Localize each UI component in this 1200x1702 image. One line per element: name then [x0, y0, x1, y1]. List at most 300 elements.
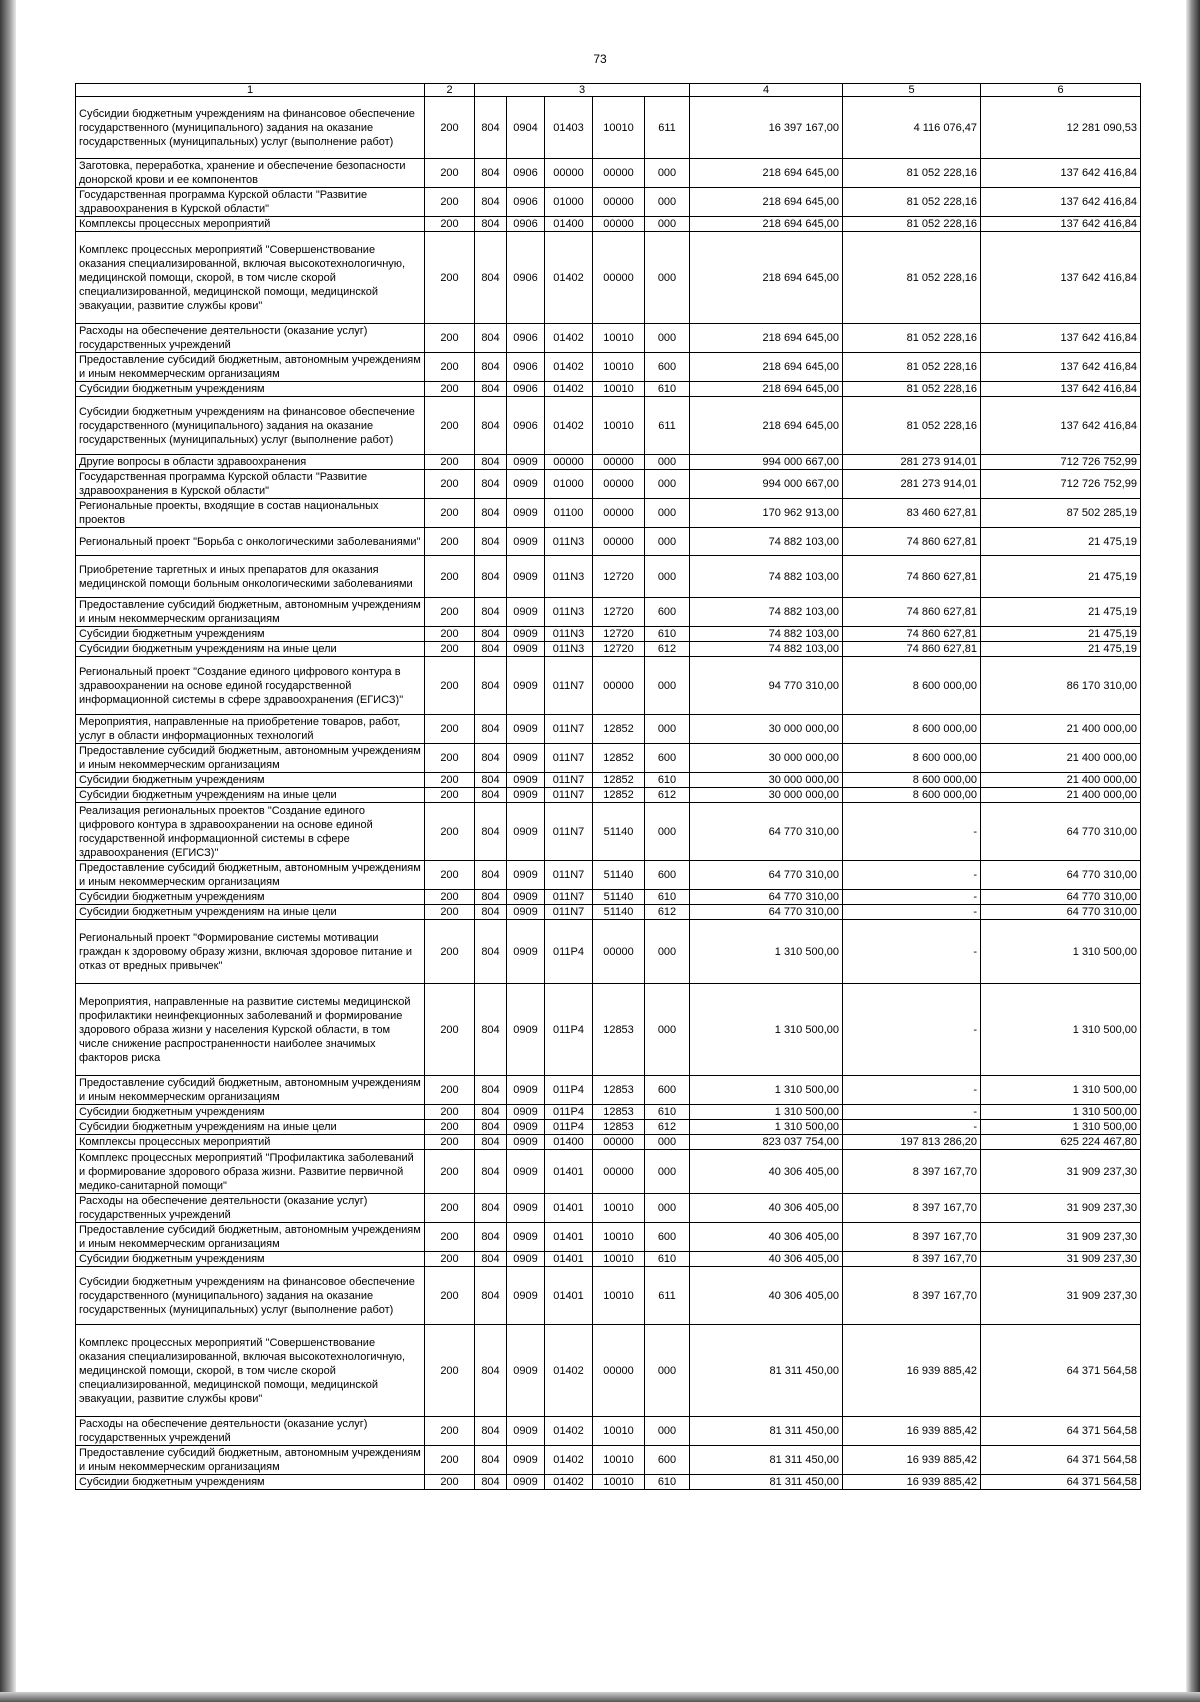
- table-row: [76, 773, 1141, 788]
- row-v4-cell: 74 882 103,00: [690, 556, 843, 598]
- row-c4-cell: 011N3: [545, 642, 593, 657]
- row-c6-cell: 610: [645, 1105, 690, 1120]
- row-c2-cell: 804: [475, 382, 507, 397]
- table-row: [76, 984, 1141, 1076]
- row-c6-cell: 000: [645, 1325, 690, 1417]
- row-c5-cell: 12720: [593, 627, 645, 642]
- row-c5-cell: 10010: [593, 324, 645, 353]
- table-row: [76, 890, 1141, 905]
- row-v4-cell: 74 882 103,00: [690, 642, 843, 657]
- row-name-cell: Государственная программа Курской области "Развитие здравоохранения в Курской области": [76, 188, 425, 217]
- row-c6-cell: 000: [645, 324, 690, 353]
- row-v4-cell: 40 306 405,00: [690, 1252, 843, 1267]
- row-c3-cell: 0909: [507, 657, 545, 715]
- row-c5-cell: 00000: [593, 528, 645, 556]
- row-c6-cell: 612: [645, 642, 690, 657]
- row-c1-cell: 200: [425, 1325, 475, 1417]
- row-c1-cell: 200: [425, 1475, 475, 1490]
- row-c2-cell: 804: [475, 1446, 507, 1475]
- row-c5-cell: 10010: [593, 1267, 645, 1325]
- header-col-6: 6: [981, 84, 1141, 97]
- row-c1-cell: 200: [425, 1252, 475, 1267]
- row-c6-cell: 000: [645, 188, 690, 217]
- row-c4-cell: 01400: [545, 217, 593, 232]
- table-header-row: [76, 84, 1141, 97]
- row-v6-cell: 21 475,19: [981, 598, 1141, 627]
- row-c2-cell: 804: [475, 803, 507, 861]
- row-c6-cell: 612: [645, 905, 690, 920]
- row-c4-cell: 01402: [545, 382, 593, 397]
- row-v4-cell: 94 770 310,00: [690, 657, 843, 715]
- row-v4-cell: 218 694 645,00: [690, 382, 843, 397]
- row-name-cell: Комплекс процессных мероприятий "Профилактика заболеваний и формирование здорового образа жизни. Развитие первичной медико-санитарной помощи": [76, 1150, 425, 1194]
- row-c6-cell: 600: [645, 1446, 690, 1475]
- row-v5-cell: -: [843, 984, 981, 1076]
- row-v6-cell: 137 642 416,84: [981, 232, 1141, 324]
- row-c6-cell: 000: [645, 556, 690, 598]
- row-name-cell: Комплексы процессных мероприятий: [76, 1135, 425, 1150]
- row-c5-cell: 10010: [593, 1223, 645, 1252]
- row-c1-cell: 200: [425, 382, 475, 397]
- row-v5-cell: 16 939 885,42: [843, 1446, 981, 1475]
- row-c3-cell: 0909: [507, 1417, 545, 1446]
- header-col-2: 2: [425, 84, 475, 97]
- row-c3-cell: 0904: [507, 97, 545, 159]
- row-c1-cell: 200: [425, 1417, 475, 1446]
- row-c4-cell: 01000: [545, 470, 593, 499]
- row-v6-cell: 21 400 000,00: [981, 773, 1141, 788]
- row-v5-cell: 74 860 627,81: [843, 598, 981, 627]
- row-c2-cell: 804: [475, 188, 507, 217]
- table-row: [76, 1105, 1141, 1120]
- table-row: [76, 803, 1141, 861]
- row-c5-cell: 10010: [593, 1194, 645, 1223]
- row-c2-cell: 804: [475, 1267, 507, 1325]
- row-name-cell: Предоставление субсидий бюджетным, автономным учреждениям и иным некоммерческим организациям: [76, 1223, 425, 1252]
- row-c6-cell: 600: [645, 353, 690, 382]
- row-c1-cell: 200: [425, 744, 475, 773]
- row-c2-cell: 804: [475, 715, 507, 744]
- row-c5-cell: 10010: [593, 1417, 645, 1446]
- row-c6-cell: 611: [645, 97, 690, 159]
- row-c1-cell: 200: [425, 920, 475, 984]
- row-c5-cell: 12853: [593, 1105, 645, 1120]
- row-v5-cell: -: [843, 920, 981, 984]
- row-v4-cell: 218 694 645,00: [690, 324, 843, 353]
- table-row: [76, 905, 1141, 920]
- row-name-cell: Комплекс процессных мероприятий "Совершенствование оказания специализированной, включая высокотехнологичную, медицинской помощи, скорой, в том числе скорой специализированной, медицинской помощи, медицинской эвакуации, развитие службы крови": [76, 1325, 425, 1417]
- row-c1-cell: 200: [425, 1194, 475, 1223]
- row-v6-cell: 21 475,19: [981, 528, 1141, 556]
- row-v5-cell: 81 052 228,16: [843, 232, 981, 324]
- row-c2-cell: 804: [475, 324, 507, 353]
- row-name-cell: Комплекс процессных мероприятий "Совершенствование оказания специализированной, включая высокотехнологичную, медицинской помощи, скорой, в том числе скорой специализированной, медицинской помощи, медицинской эвакуации, развитие службы крови": [76, 232, 425, 324]
- row-name-cell: Субсидии бюджетным учреждениям на иные цели: [76, 905, 425, 920]
- row-v4-cell: 74 882 103,00: [690, 627, 843, 642]
- row-v6-cell: 21 475,19: [981, 627, 1141, 642]
- row-c3-cell: 0909: [507, 499, 545, 528]
- row-c6-cell: 611: [645, 1267, 690, 1325]
- row-c1-cell: 200: [425, 598, 475, 627]
- row-c4-cell: 011N3: [545, 528, 593, 556]
- row-v6-cell: 1 310 500,00: [981, 1105, 1141, 1120]
- row-v6-cell: 64 371 564,58: [981, 1417, 1141, 1446]
- row-v5-cell: 8 600 000,00: [843, 657, 981, 715]
- row-c6-cell: 000: [645, 217, 690, 232]
- row-v4-cell: 218 694 645,00: [690, 188, 843, 217]
- row-c2-cell: 804: [475, 1325, 507, 1417]
- row-c2-cell: 804: [475, 556, 507, 598]
- row-v4-cell: 30 000 000,00: [690, 715, 843, 744]
- row-c3-cell: 0909: [507, 1076, 545, 1105]
- row-c6-cell: 600: [645, 744, 690, 773]
- row-v4-cell: 218 694 645,00: [690, 232, 843, 324]
- row-c6-cell: 600: [645, 598, 690, 627]
- row-c3-cell: 0909: [507, 455, 545, 470]
- row-c5-cell: 00000: [593, 499, 645, 528]
- row-v5-cell: 81 052 228,16: [843, 217, 981, 232]
- row-v5-cell: 4 116 076,47: [843, 97, 981, 159]
- row-c1-cell: 200: [425, 324, 475, 353]
- row-c6-cell: 000: [645, 159, 690, 188]
- row-v5-cell: 83 460 627,81: [843, 499, 981, 528]
- row-c4-cell: 01402: [545, 1446, 593, 1475]
- row-c1-cell: 200: [425, 159, 475, 188]
- row-c6-cell: 000: [645, 455, 690, 470]
- row-v6-cell: 31 909 237,30: [981, 1150, 1141, 1194]
- row-v6-cell: 137 642 416,84: [981, 397, 1141, 455]
- row-name-cell: Субсидии бюджетным учреждениям: [76, 773, 425, 788]
- row-v4-cell: 64 770 310,00: [690, 803, 843, 861]
- row-name-cell: Предоставление субсидий бюджетным, автономным учреждениям и иным некоммерческим организациям: [76, 598, 425, 627]
- row-c3-cell: 0909: [507, 890, 545, 905]
- row-name-cell: Предоставление субсидий бюджетным, автономным учреждениям и иным некоммерческим организациям: [76, 1076, 425, 1105]
- table-row: [76, 657, 1141, 715]
- row-c2-cell: 804: [475, 744, 507, 773]
- row-c6-cell: 000: [645, 803, 690, 861]
- row-c2-cell: 804: [475, 905, 507, 920]
- row-c5-cell: 12852: [593, 788, 645, 803]
- row-c1-cell: 200: [425, 217, 475, 232]
- row-c2-cell: 804: [475, 159, 507, 188]
- row-c3-cell: 0909: [507, 773, 545, 788]
- table-row: [76, 455, 1141, 470]
- table-row: [76, 188, 1141, 217]
- row-v5-cell: 8 600 000,00: [843, 788, 981, 803]
- header-col-1: 1: [76, 84, 425, 97]
- row-c4-cell: 00000: [545, 455, 593, 470]
- row-c5-cell: 12852: [593, 715, 645, 744]
- row-c2-cell: 804: [475, 1135, 507, 1150]
- row-c3-cell: 0906: [507, 397, 545, 455]
- row-v6-cell: 137 642 416,84: [981, 324, 1141, 353]
- row-c2-cell: 804: [475, 397, 507, 455]
- table-row: [76, 397, 1141, 455]
- row-c5-cell: 12720: [593, 598, 645, 627]
- row-v6-cell: 1 310 500,00: [981, 1076, 1141, 1105]
- row-c3-cell: 0906: [507, 232, 545, 324]
- row-c1-cell: 200: [425, 715, 475, 744]
- row-c4-cell: 01401: [545, 1194, 593, 1223]
- row-c2-cell: 804: [475, 598, 507, 627]
- row-c2-cell: 804: [475, 890, 507, 905]
- table-row: [76, 217, 1141, 232]
- row-v5-cell: -: [843, 803, 981, 861]
- row-c3-cell: 0906: [507, 324, 545, 353]
- table-row: [76, 1446, 1141, 1475]
- row-c3-cell: 0906: [507, 188, 545, 217]
- row-c6-cell: 000: [645, 528, 690, 556]
- row-c1-cell: 200: [425, 232, 475, 324]
- table-row: [76, 744, 1141, 773]
- row-c6-cell: 000: [645, 1150, 690, 1194]
- row-v4-cell: 823 037 754,00: [690, 1135, 843, 1150]
- row-c5-cell: 00000: [593, 1135, 645, 1150]
- row-v5-cell: 8 397 167,70: [843, 1223, 981, 1252]
- row-v4-cell: 30 000 000,00: [690, 773, 843, 788]
- row-c3-cell: 0906: [507, 353, 545, 382]
- row-c1-cell: 200: [425, 803, 475, 861]
- row-c2-cell: 804: [475, 528, 507, 556]
- row-c3-cell: 0909: [507, 1325, 545, 1417]
- row-c2-cell: 804: [475, 642, 507, 657]
- row-name-cell: Расходы на обеспечение деятельности (оказание услуг) государственных учреждений: [76, 1194, 425, 1223]
- row-c1-cell: 200: [425, 657, 475, 715]
- row-c2-cell: 804: [475, 773, 507, 788]
- row-c1-cell: 200: [425, 1076, 475, 1105]
- row-v4-cell: 218 694 645,00: [690, 159, 843, 188]
- row-c4-cell: 011N3: [545, 627, 593, 642]
- row-c4-cell: 01402: [545, 1325, 593, 1417]
- row-c2-cell: 804: [475, 627, 507, 642]
- row-name-cell: Мероприятия, направленные на приобретение товаров, работ, услуг в области информационных технологий: [76, 715, 425, 744]
- row-c3-cell: 0909: [507, 984, 545, 1076]
- row-name-cell: Комплексы процессных мероприятий: [76, 217, 425, 232]
- row-c2-cell: 804: [475, 232, 507, 324]
- row-c1-cell: 200: [425, 470, 475, 499]
- row-c6-cell: 000: [645, 499, 690, 528]
- row-c2-cell: 804: [475, 1105, 507, 1120]
- row-c1-cell: 200: [425, 499, 475, 528]
- row-v4-cell: 994 000 667,00: [690, 470, 843, 499]
- row-v6-cell: 137 642 416,84: [981, 353, 1141, 382]
- budget-table-body: [76, 84, 1141, 1490]
- row-c3-cell: 0909: [507, 1150, 545, 1194]
- table-row: [76, 353, 1141, 382]
- row-v6-cell: 625 224 467,80: [981, 1135, 1141, 1150]
- row-c5-cell: 51140: [593, 861, 645, 890]
- row-v6-cell: 21 400 000,00: [981, 715, 1141, 744]
- row-c2-cell: 804: [475, 499, 507, 528]
- row-v4-cell: 1 310 500,00: [690, 984, 843, 1076]
- row-v4-cell: 994 000 667,00: [690, 455, 843, 470]
- row-v4-cell: 30 000 000,00: [690, 744, 843, 773]
- row-v5-cell: 8 397 167,70: [843, 1194, 981, 1223]
- row-c1-cell: 200: [425, 861, 475, 890]
- row-v5-cell: -: [843, 1076, 981, 1105]
- table-row: [76, 528, 1141, 556]
- row-name-cell: Региональный проект "Создание единого цифрового контура в здравоохранении на основе единой государственной информационной системы в сфере здравоохранения (ЕГИСЗ)": [76, 657, 425, 715]
- row-v5-cell: 81 052 228,16: [843, 188, 981, 217]
- row-c4-cell: 01401: [545, 1252, 593, 1267]
- row-v5-cell: 74 860 627,81: [843, 528, 981, 556]
- row-c3-cell: 0909: [507, 1267, 545, 1325]
- row-v6-cell: 87 502 285,19: [981, 499, 1141, 528]
- row-v6-cell: 137 642 416,84: [981, 217, 1141, 232]
- row-c2-cell: 804: [475, 1076, 507, 1105]
- row-name-cell: Региональные проекты, входящие в состав национальных проектов: [76, 499, 425, 528]
- row-c1-cell: 200: [425, 397, 475, 455]
- row-v6-cell: 12 281 090,53: [981, 97, 1141, 159]
- row-c3-cell: 0909: [507, 788, 545, 803]
- row-v5-cell: 8 397 167,70: [843, 1267, 981, 1325]
- table-row: [76, 627, 1141, 642]
- row-c5-cell: 12853: [593, 1076, 645, 1105]
- row-c6-cell: 000: [645, 984, 690, 1076]
- page-number: 73: [593, 52, 607, 66]
- row-name-cell: Субсидии бюджетным учреждениям: [76, 890, 425, 905]
- row-c6-cell: 000: [645, 232, 690, 324]
- row-c5-cell: 00000: [593, 455, 645, 470]
- row-c6-cell: 610: [645, 382, 690, 397]
- row-c3-cell: 0909: [507, 528, 545, 556]
- row-v4-cell: 16 397 167,00: [690, 97, 843, 159]
- row-v6-cell: 31 909 237,30: [981, 1267, 1141, 1325]
- row-c4-cell: 01402: [545, 397, 593, 455]
- row-v6-cell: 21 475,19: [981, 556, 1141, 598]
- row-c1-cell: 200: [425, 1135, 475, 1150]
- header-col-5: 5: [843, 84, 981, 97]
- row-c2-cell: 804: [475, 353, 507, 382]
- row-v6-cell: 712 726 752,99: [981, 470, 1141, 499]
- row-v6-cell: 31 909 237,30: [981, 1223, 1141, 1252]
- row-c3-cell: 0909: [507, 598, 545, 627]
- scan-shadow-bottom: [0, 1692, 1200, 1702]
- scan-shadow-left: [0, 0, 16, 1702]
- row-c4-cell: 011P4: [545, 1105, 593, 1120]
- row-name-cell: Субсидии бюджетным учреждениям: [76, 382, 425, 397]
- table-row: [76, 1267, 1141, 1325]
- row-c1-cell: 200: [425, 188, 475, 217]
- row-v4-cell: 1 310 500,00: [690, 1120, 843, 1135]
- row-v4-cell: 81 311 450,00: [690, 1446, 843, 1475]
- row-c3-cell: 0909: [507, 642, 545, 657]
- row-v4-cell: 64 770 310,00: [690, 861, 843, 890]
- row-c6-cell: 000: [645, 470, 690, 499]
- row-c6-cell: 000: [645, 715, 690, 744]
- table-row: [76, 1325, 1141, 1417]
- row-c6-cell: 610: [645, 890, 690, 905]
- row-v6-cell: 31 909 237,30: [981, 1252, 1141, 1267]
- row-c6-cell: 612: [645, 788, 690, 803]
- row-c5-cell: 10010: [593, 382, 645, 397]
- row-v5-cell: 8 600 000,00: [843, 744, 981, 773]
- table-row: [76, 1252, 1141, 1267]
- row-c4-cell: 01402: [545, 1417, 593, 1446]
- table-row: [76, 159, 1141, 188]
- row-name-cell: Предоставление субсидий бюджетным, автономным учреждениям и иным некоммерческим организациям: [76, 861, 425, 890]
- row-v6-cell: 1 310 500,00: [981, 1120, 1141, 1135]
- row-c5-cell: 12852: [593, 773, 645, 788]
- row-v5-cell: 74 860 627,81: [843, 642, 981, 657]
- row-c4-cell: 011N7: [545, 788, 593, 803]
- row-c5-cell: 10010: [593, 353, 645, 382]
- row-c4-cell: 011P4: [545, 984, 593, 1076]
- row-v4-cell: 40 306 405,00: [690, 1150, 843, 1194]
- table-row: [76, 598, 1141, 627]
- row-c6-cell: 000: [645, 1417, 690, 1446]
- row-v4-cell: 218 694 645,00: [690, 397, 843, 455]
- table-row: [76, 1475, 1141, 1490]
- row-c2-cell: 804: [475, 1475, 507, 1490]
- row-v6-cell: 1 310 500,00: [981, 984, 1141, 1076]
- table-row: [76, 382, 1141, 397]
- row-c6-cell: 610: [645, 1475, 690, 1490]
- row-name-cell: Реализация региональных проектов "Создание единого цифрового контура в здравоохранении на основе единой государственной информационной системы в сфере здравоохранения (ЕГИСЗ)": [76, 803, 425, 861]
- row-v4-cell: 40 306 405,00: [690, 1194, 843, 1223]
- table-row: [76, 556, 1141, 598]
- row-v6-cell: 21 475,19: [981, 642, 1141, 657]
- row-v5-cell: 8 600 000,00: [843, 773, 981, 788]
- row-c1-cell: 200: [425, 1150, 475, 1194]
- row-c3-cell: 0909: [507, 715, 545, 744]
- table-row: [76, 1223, 1141, 1252]
- row-c6-cell: 600: [645, 1076, 690, 1105]
- row-c4-cell: 01401: [545, 1223, 593, 1252]
- row-v5-cell: 74 860 627,81: [843, 556, 981, 598]
- row-c1-cell: 200: [425, 1446, 475, 1475]
- row-name-cell: Другие вопросы в области здравоохранения: [76, 455, 425, 470]
- row-v4-cell: 1 310 500,00: [690, 920, 843, 984]
- row-v6-cell: 21 400 000,00: [981, 744, 1141, 773]
- row-v5-cell: 281 273 914,01: [843, 470, 981, 499]
- row-c3-cell: 0906: [507, 159, 545, 188]
- row-v5-cell: 81 052 228,16: [843, 353, 981, 382]
- row-c1-cell: 200: [425, 1105, 475, 1120]
- row-v4-cell: 40 306 405,00: [690, 1267, 843, 1325]
- row-c3-cell: 0909: [507, 744, 545, 773]
- row-c3-cell: 0909: [507, 1135, 545, 1150]
- row-v5-cell: 16 939 885,42: [843, 1475, 981, 1490]
- table-row: [76, 470, 1141, 499]
- row-name-cell: Субсидии бюджетным учреждениям на иные цели: [76, 1120, 425, 1135]
- row-c5-cell: 12720: [593, 556, 645, 598]
- row-c6-cell: 000: [645, 1194, 690, 1223]
- row-v5-cell: 281 273 914,01: [843, 455, 981, 470]
- row-c1-cell: 200: [425, 788, 475, 803]
- row-name-cell: Субсидии бюджетным учреждениям на финансовое обеспечение государственного (муниципального) задания на оказание государственных (муниципальных) услуг (выполнение работ): [76, 397, 425, 455]
- row-c4-cell: 011P4: [545, 1076, 593, 1105]
- table-row: [76, 1120, 1141, 1135]
- row-c6-cell: 610: [645, 773, 690, 788]
- row-c6-cell: 612: [645, 1120, 690, 1135]
- row-c4-cell: 01400: [545, 1135, 593, 1150]
- row-name-cell: Предоставление субсидий бюджетным, автономным учреждениям и иным некоммерческим организациям: [76, 744, 425, 773]
- row-c5-cell: 12853: [593, 1120, 645, 1135]
- row-c2-cell: 804: [475, 470, 507, 499]
- row-c6-cell: 000: [645, 1135, 690, 1150]
- row-c2-cell: 804: [475, 1223, 507, 1252]
- row-name-cell: Субсидии бюджетным учреждениям: [76, 627, 425, 642]
- row-c2-cell: 804: [475, 1150, 507, 1194]
- row-c4-cell: 01403: [545, 97, 593, 159]
- row-v6-cell: 1 310 500,00: [981, 920, 1141, 984]
- row-c3-cell: 0909: [507, 1252, 545, 1267]
- row-v5-cell: 8 397 167,70: [843, 1150, 981, 1194]
- row-v6-cell: 137 642 416,84: [981, 159, 1141, 188]
- row-c3-cell: 0909: [507, 905, 545, 920]
- row-c1-cell: 200: [425, 97, 475, 159]
